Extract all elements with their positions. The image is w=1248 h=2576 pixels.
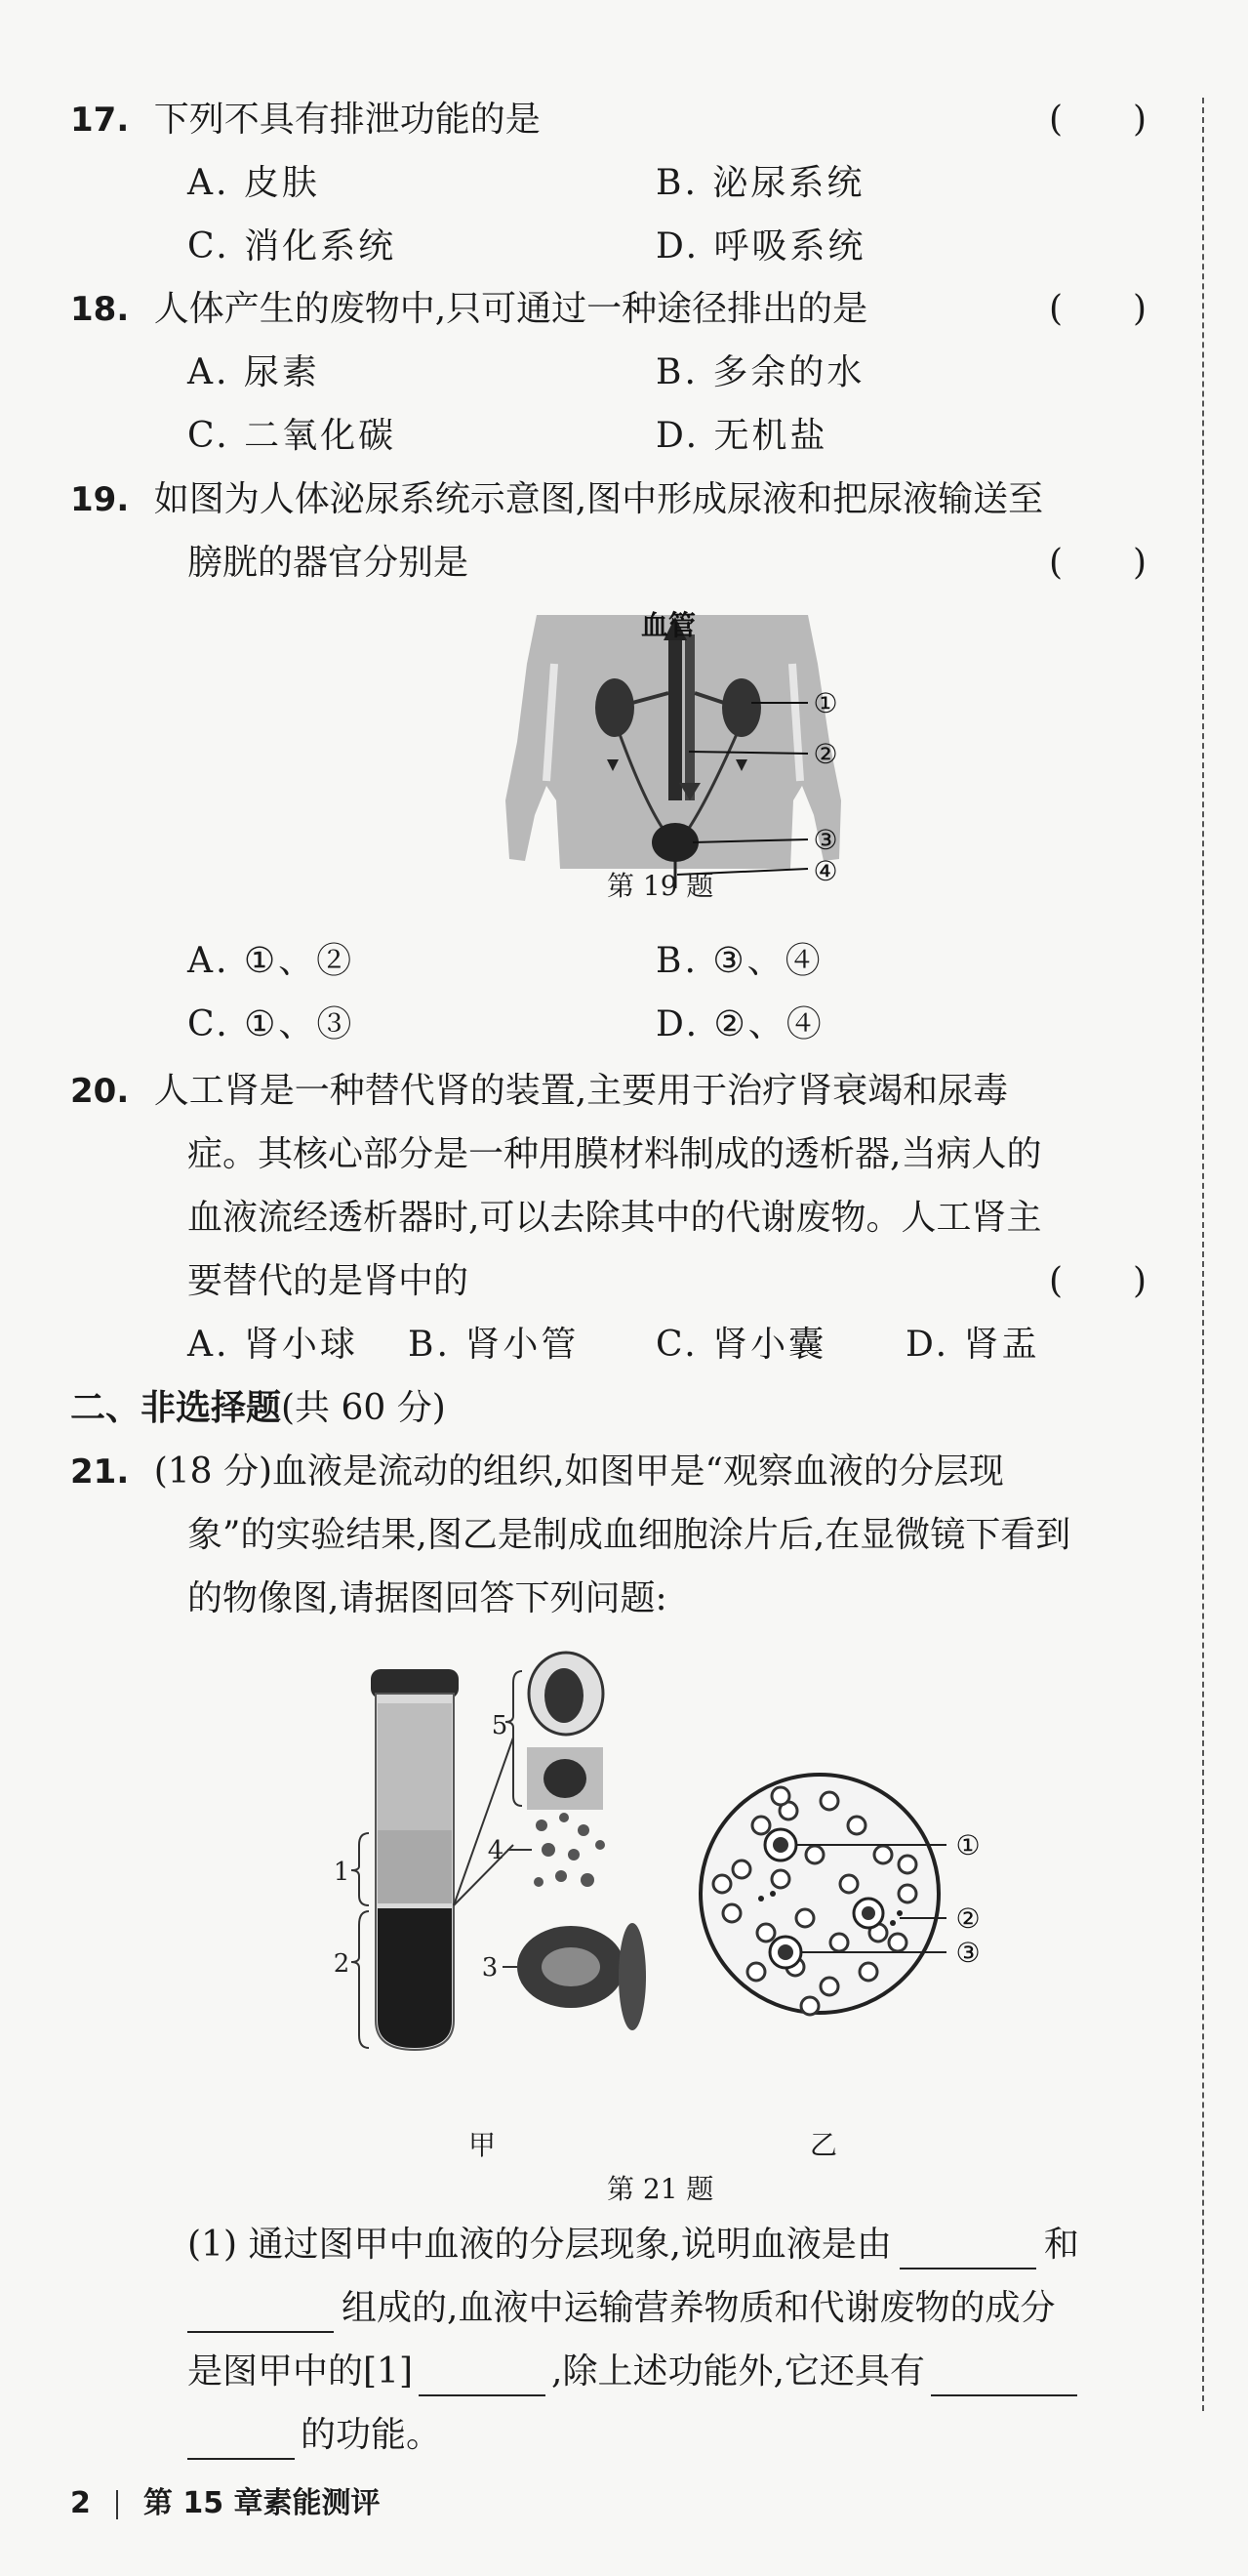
bladder xyxy=(652,823,699,862)
q18-text: 人体产生的废物中,只可通过一种途径排出的是 xyxy=(153,289,868,329)
label-jia: 甲 xyxy=(468,2129,497,2161)
cell-label-3: 3 xyxy=(481,1953,499,1983)
footer-separator xyxy=(116,2490,118,2519)
q20-option-b[interactable]: B. 肾小管 xyxy=(408,1325,580,1365)
q21-sub1-a: (1) 通过图甲中血液的分层现象,说明血液是由 xyxy=(187,2225,892,2265)
q21-number: 21. xyxy=(70,1452,130,1492)
blood-figure xyxy=(322,1650,1005,2118)
q21-line3: 的物像图,请据图回答下列问题: xyxy=(187,1578,667,1618)
q20-answer-bracket[interactable]: ( ) xyxy=(1049,1261,1147,1301)
label-vessel: 血管 xyxy=(640,609,697,641)
q19-figure-caption: 第 19 题 xyxy=(607,870,714,902)
q20-line1: 人工肾是一种替代肾的装置,主要用于治疗肾衰竭和尿毒 xyxy=(153,1071,1009,1111)
q19-option-d[interactable]: D. ②、④ xyxy=(656,1004,825,1044)
fold-line xyxy=(1202,98,1204,2411)
q17-option-a[interactable]: A. 皮肤 xyxy=(187,163,320,203)
micro-marker-2: ② xyxy=(955,1902,981,1935)
kidney-left xyxy=(595,678,634,737)
q21-line1: (18 分)血液是流动的组织,如图甲是“观察血液的分层现 xyxy=(153,1452,1004,1492)
q17-text: 下列不具有排泄功能的是 xyxy=(153,100,541,140)
answer-blank-2[interactable] xyxy=(187,2298,334,2333)
q19-number: 19. xyxy=(70,480,130,519)
q17-stem xyxy=(70,96,541,144)
section2-title: 二、非选择题 xyxy=(70,1388,282,1428)
platelets xyxy=(534,1813,605,1887)
urinary-system-figure xyxy=(498,605,849,898)
q18-number: 18. xyxy=(70,290,130,329)
q20-line2: 症。其核心部分是一种用膜材料制成的透析器,当病人的 xyxy=(187,1134,1042,1174)
q19-text1: 如图为人体泌尿系统示意图,图中形成尿液和把尿液输送至 xyxy=(153,479,1044,519)
q21-figure-caption: 第 21 题 xyxy=(607,2173,714,2205)
q18-option-d[interactable]: D. 无机盐 xyxy=(656,416,828,456)
q19-text2: 膀胱的器官分别是 xyxy=(187,543,469,583)
q21-sub1-d: 是图甲中的[1] xyxy=(187,2351,413,2392)
blood-vessel xyxy=(668,634,682,800)
answer-blank-3[interactable] xyxy=(419,2361,545,2396)
white-cell-2 xyxy=(543,1759,586,1798)
section2-score: (共 60 分) xyxy=(281,1388,446,1428)
q18-option-c[interactable]: C. 二氧化碳 xyxy=(187,416,397,456)
cell-label-5: 5 xyxy=(491,1711,508,1740)
plasma-layer xyxy=(378,1830,452,1903)
micro-marker-1: ① xyxy=(955,1829,981,1861)
q21-sub1-line1 xyxy=(187,2221,1079,2269)
q18-stem xyxy=(70,285,867,334)
q21-sub1-c: 组成的,血液中运输营养物质和代谢废物的成分 xyxy=(342,2288,1056,2328)
marker-3: ③ xyxy=(813,824,838,856)
marker-4: ④ xyxy=(813,855,838,887)
page-number: 2 xyxy=(70,2486,91,2520)
q17-option-b[interactable]: B. 泌尿系统 xyxy=(656,163,866,203)
label-yi: 乙 xyxy=(810,2129,838,2161)
q20-number: 20. xyxy=(70,1072,130,1111)
tube-label-2: 2 xyxy=(333,1949,350,1979)
page-footer xyxy=(70,2484,381,2523)
cell-label-4: 4 xyxy=(487,1836,504,1865)
q17-option-c[interactable]: C. 消化系统 xyxy=(187,226,397,266)
q19-answer-bracket[interactable]: ( ) xyxy=(1049,543,1147,583)
q21-line2: 象”的实验结果,图乙是制成血细胞涂片后,在显微镜下看到 xyxy=(187,1515,1071,1555)
marker-2: ② xyxy=(813,738,838,770)
kidney-right xyxy=(722,678,761,737)
q21-sub1-line2 xyxy=(187,2284,1055,2333)
q19-option-a[interactable]: A. ①、② xyxy=(187,941,355,981)
q21-sub1-f: 的功能。 xyxy=(301,2415,442,2455)
answer-blank-4[interactable] xyxy=(931,2361,1077,2396)
q19-stem-line1 xyxy=(70,475,1043,524)
q20-option-a[interactable]: A. 肾小球 xyxy=(187,1325,358,1365)
q17-option-d[interactable]: D. 呼吸系统 xyxy=(656,226,866,266)
q20-option-d[interactable]: D. 肾盂 xyxy=(906,1325,1040,1365)
q19-option-c[interactable]: C. ①、③ xyxy=(187,1004,355,1044)
section2-heading xyxy=(70,1384,446,1433)
q21-sub1-line4 xyxy=(187,2411,441,2460)
q18-answer-bracket[interactable]: ( ) xyxy=(1049,289,1147,329)
q20-line4: 要替代的是肾中的 xyxy=(187,1261,469,1301)
q19-option-b[interactable]: B. ③、④ xyxy=(656,941,824,981)
q18-option-b[interactable]: B. 多余的水 xyxy=(656,352,866,392)
cell-layer xyxy=(378,1908,452,2048)
q21-stem-line1 xyxy=(70,1448,1004,1496)
answer-blank-1[interactable] xyxy=(900,2234,1036,2269)
micro-marker-3: ③ xyxy=(955,1937,981,1969)
marker-1: ① xyxy=(813,687,838,719)
tube-label-1: 1 xyxy=(333,1858,350,1887)
q21-sub1-e: ,除上述功能外,它还具有 xyxy=(551,2351,925,2392)
q20-stem-line1 xyxy=(70,1067,1008,1116)
q17-number: 17. xyxy=(70,101,130,140)
q17-answer-bracket[interactable]: ( ) xyxy=(1049,100,1147,140)
answer-blank-4-cont[interactable] xyxy=(187,2425,295,2460)
q20-line3: 血液流经透析器时,可以去除其中的代谢废物。人工肾主 xyxy=(187,1198,1042,1238)
q20-option-c[interactable]: C. 肾小囊 xyxy=(656,1325,827,1365)
chapter-title: 第 15 章素能测评 xyxy=(142,2486,381,2520)
q21-sub1-line3 xyxy=(187,2348,1077,2396)
q18-option-a[interactable]: A. 尿素 xyxy=(187,352,320,392)
q21-sub1-b: 和 xyxy=(1043,2225,1079,2265)
